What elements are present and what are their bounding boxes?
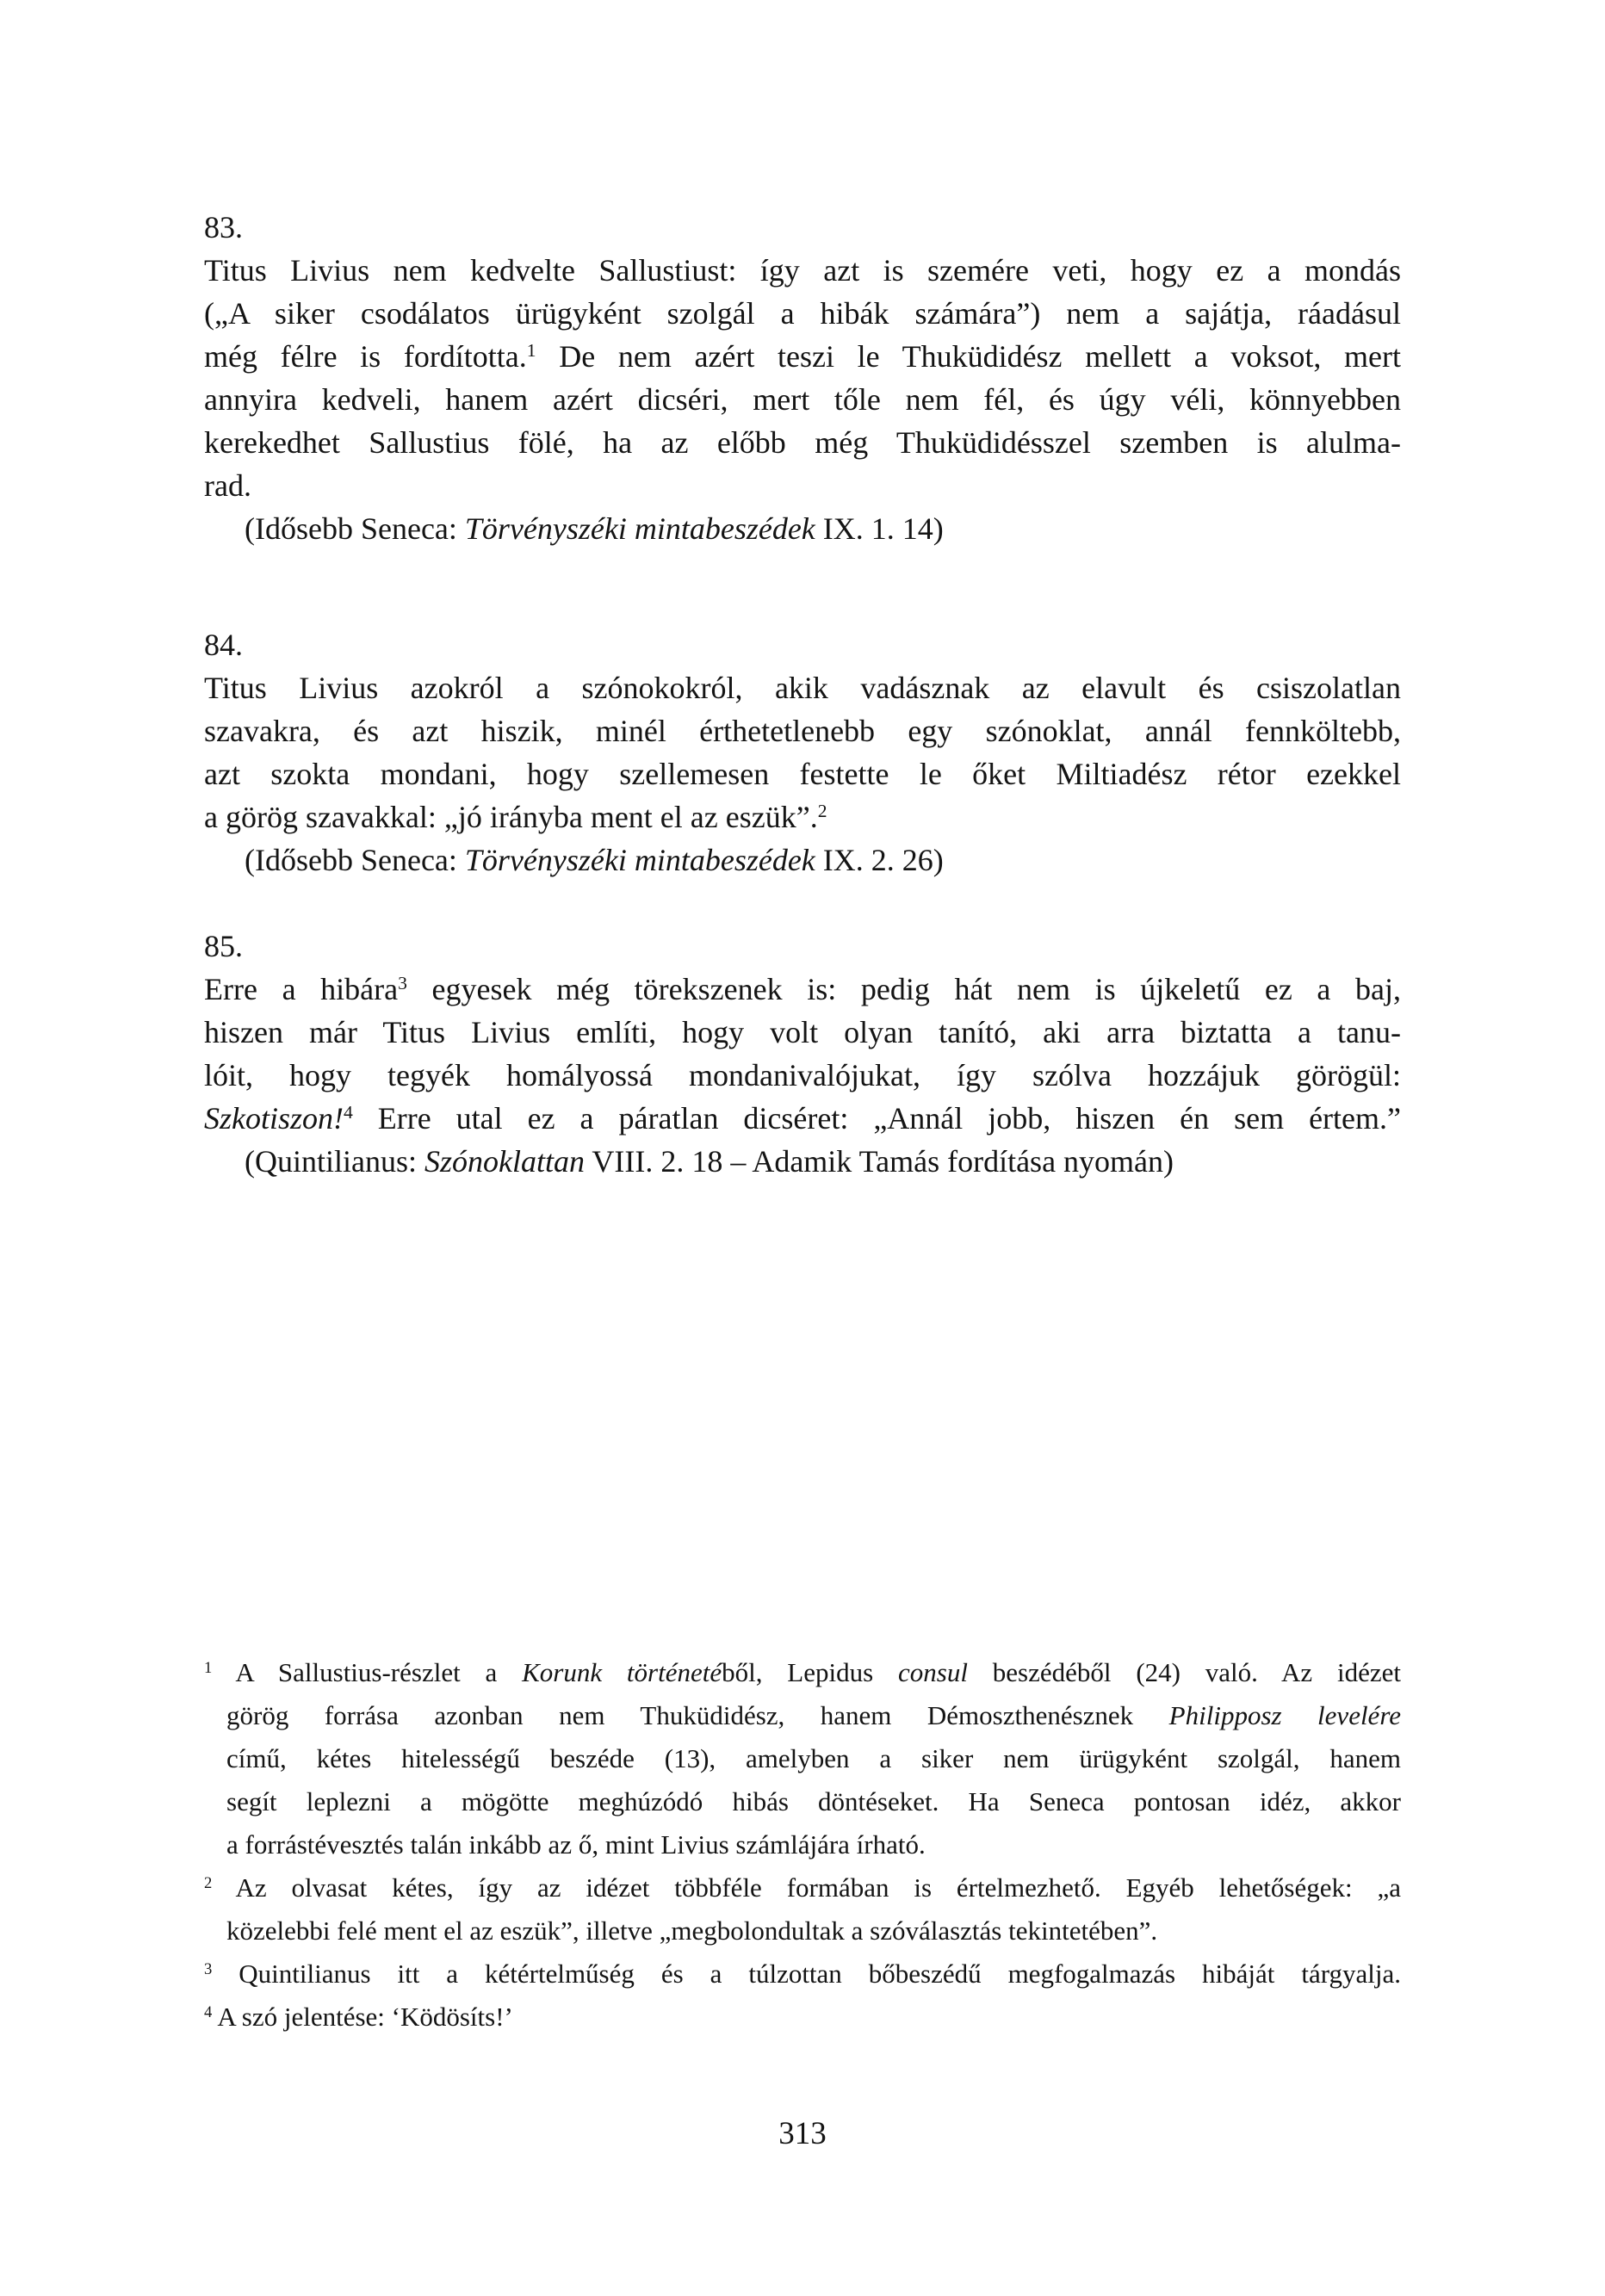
text-line: hiszen már Titus Livius említi, hogy volt olyan tanító, aki arra biztatta a tanu-: [204, 1015, 1401, 1049]
text-column: [204, 0, 1401, 2156]
text-line: még félre is fordította.$^1$ De nem azért teszi le Thuküdidész mellett a voksot, mert: [204, 339, 1401, 374]
footnote-line: című, kétes hitelességű beszéde (13), amelyben a siker nem ürügyként szolgál, hanem: [226, 1743, 1401, 1773]
page-number: 313: [778, 2116, 827, 2151]
passage-section-85: [204, 925, 1401, 1183]
footnote-line: $^1$ A Sallustius-részlet a Korunk történetéből, Lepidus consul beszédéből (24) való. Az idézet: [204, 1657, 1401, 1687]
section-number: 83.: [204, 210, 243, 244]
footnote-line: közelebbi felé ment el az eszük”, illetve „megbolondultak a szóválasztás tekintetében”.: [226, 1915, 1158, 1946]
text-line: a görög szavakkal: „jó irányba ment el az eszük”.$^2$: [204, 800, 827, 834]
footnote-3: [204, 1953, 1401, 1996]
text-line: rad.: [204, 468, 251, 503]
paragraph: [204, 968, 1401, 1140]
footnote-line: görög forrása azonban nem Thuküdidész, hanem Démoszthenésznek Philipposz levelére: [226, 1700, 1401, 1730]
source-citation: (Idősebb Seneca: Törvényszéki mintabeszédek IX. 2. 26): [245, 843, 944, 877]
paragraph: [204, 249, 1401, 507]
paragraph: [204, 666, 1401, 839]
passage-section-83: [204, 206, 1401, 550]
footnote-line: a forrástévesztés talán inkább az ő, mint Livius számlájára írható.: [226, 1829, 926, 1860]
footnote-2: [204, 1866, 1401, 1953]
source-citation: (Quintilianus: Szónoklattan VIII. 2. 18 – Adamik Tamás fordítása nyomán): [245, 1144, 1174, 1179]
footnote-line: $^2$ Az olvasat kétes, így az idézet többféle formában is értelmezhető. Egyéb lehetőségek: „a: [204, 1872, 1401, 1903]
text-line: Titus Livius nem kedvelte Sallustiust: így azt is szemére veti, hogy ez a mondás: [204, 253, 1401, 288]
section-number: 84.: [204, 628, 243, 662]
source-citation: (Idősebb Seneca: Törvényszéki mintabeszédek IX. 1. 14): [245, 511, 944, 546]
text-line: („A siker csodálatos ürügyként szolgál a hibák számára”) nem a sajátja, ráadásul: [204, 296, 1401, 331]
text-line: azt szokta mondani, hogy szellemesen festette le őket Miltiadész rétor ezekkel: [204, 757, 1401, 791]
passages: [204, 0, 1401, 1183]
section-number: 85.: [204, 929, 243, 963]
text-line: annyira kedveli, hanem azért dicséri, mert tőle nem fél, és úgy véli, könnyebben: [204, 382, 1401, 417]
text-line: lóit, hogy tegyék homályossá mondanivalójukat, így szólva hozzájuk görögül:: [204, 1058, 1401, 1092]
footnote-1: [204, 1651, 1401, 1866]
text-line: Szkotiszon!$^4$ Erre utal ez a páratlan dicséret: „Annál jobb, hiszen én sem értem.”: [204, 1101, 1401, 1136]
passage-section-84: [204, 623, 1401, 882]
text-line: szavakra, és azt hiszik, minél érthetetlenebb egy szónoklat, annál fennköltebb,: [204, 714, 1401, 748]
footnotes: [204, 1651, 1401, 2039]
footnote-line: $^3$ Quintilianus itt a kétértelműség és a túlzottan bőbeszédű megfogalmazás hibáját tárgyalja.: [204, 1959, 1401, 1989]
footnote-line: segít leplezni a mögötte meghúzódó hibás döntéseket. Ha Seneca pontosan idéz, akkor: [226, 1786, 1401, 1816]
text-line: Erre a hibára$^3$ egyesek még törekszenek is: pedig hát nem is újkeletű ez a baj,: [204, 972, 1401, 1006]
text-line: kerekedhet Sallustius fölé, ha az előbb még Thuküdidésszel szemben is alulma-: [204, 425, 1401, 460]
footnote-4: [204, 1996, 1401, 2039]
footnote-line: $^4$ A szó jelentése: ‘Ködösíts!’: [204, 2002, 513, 2032]
text-line: Titus Livius azokról a szónokokról, akik vadásznak az elavult és csiszolatlan: [204, 671, 1401, 705]
